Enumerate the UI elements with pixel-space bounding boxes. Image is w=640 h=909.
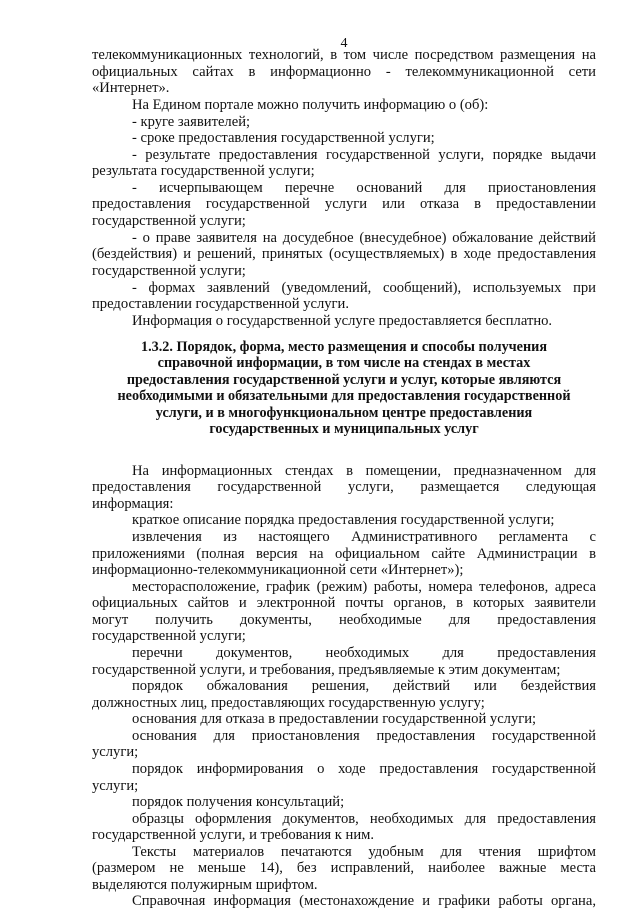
text-line: предоставления государственной услуги или отказа в предоставлении [92,196,596,212]
text-line: Информация о государственной услуге предоставляется бесплатно. [132,313,553,329]
document-page [92,0,596,909]
text-line: - формах заявлений (уведомлений, сообщений), используемых при [132,280,596,296]
text-line: государственной услуги, и требования, предъявляемые к этим документам; [92,662,561,678]
text-line: государственной услуги, и требования к ним. [92,827,375,843]
text-line: На информационных стендах в помещении, предназначенном для [132,463,596,479]
text-line: государственной услуги; [92,628,246,644]
page-number: 4 [340,36,348,51]
text-line: результата государственной услуги; [92,163,315,179]
text-line: официальных сайтов и электронной почты органов, в которых заявители [92,595,596,611]
text-line: Тексты материалов печатаются удобным для чтения шрифтом [132,844,596,860]
text-line: услуги; [92,778,139,794]
section-heading-line: необходимыми и обязательными для предоставления государственной [117,388,571,404]
text-line: - результате предоставления государственной услуги, порядке выдачи [132,147,596,163]
text-line: краткое описание порядка предоставления государственной услуги; [132,512,555,528]
text-line: информационно-телекоммуникационной сети «Интернет»); [92,562,464,578]
text-line: могут получить документы, необходимые для предоставления [92,612,596,628]
text-line: Справочная информация (местонахождение и графики работы органа, [132,893,596,909]
section-heading-line: услуги, и в многофункциональном центре предоставления [155,405,533,421]
text-line: информация: [92,496,174,512]
text-line: (бездействия) и решений, принятых (осуществляемых) в ходе предоставления [92,246,596,262]
text-line: телекоммуникационных технологий, в том числе посредством размещения на [92,47,596,63]
text-line: (размером не меньше 14), без исправлений, наиболее важные места [92,860,596,876]
text-line: - о праве заявителя на досудебное (внесудебное) обжалование действий [132,230,596,246]
text-line: должностных лиц, предоставляющих государственную услугу; [92,695,485,711]
text-line: месторасположение, график (режим) работы, номера телефонов, адреса [132,579,596,595]
text-line: основания для приостановления предоставления государственной [132,728,596,744]
text-line: услуги; [92,744,139,760]
text-line: предоставлении государственной услуги. [92,296,349,312]
text-line: перечни документов, необходимых для предоставления [132,645,596,661]
text-line: порядок информирования о ходе предоставления государственной [132,761,596,777]
text-line: - исчерпывающем перечне оснований для приостановления [132,180,596,196]
section-heading-line: 1.3.2. Порядок, форма, место размещения и способы получения [140,339,548,355]
text-line: государственной услуги; [92,263,246,279]
section-heading-line: государственных и муниципальных услуг [209,421,479,437]
text-line: - круге заявителей; [132,114,251,130]
text-line: предоставления государственной услуги, размещается следующая [92,479,596,495]
text-line: «Интернет». [92,80,170,96]
text-line: образцы оформления документов, необходимых для предоставления [132,811,596,827]
text-line: На Едином портале можно получить информацию о (об): [132,97,489,113]
section-heading-line: предоставления государственной услуги и услуг, которые являются [126,372,562,388]
text-line: государственной услуги; [92,213,246,229]
text-line: основания для отказа в предоставлении государственной услуги; [132,711,537,727]
text-line: извлечения из настоящего Административного регламента с [132,529,596,545]
text-line: официальных сайтах в информационно - телекоммуникационной сети [92,64,596,80]
text-line: порядок получения консультаций; [132,794,345,810]
text-line: приложениями (полная версия на официальном сайте Администрации в [92,546,596,562]
text-line: выделяются полужирным шрифтом. [92,877,318,893]
text-line: - сроке предоставления государственной услуги; [132,130,435,146]
section-heading-line: справочной информации, в том числе на стендах в местах [157,355,531,371]
text-line: порядок обжалования решения, действий или бездействия [132,678,596,694]
